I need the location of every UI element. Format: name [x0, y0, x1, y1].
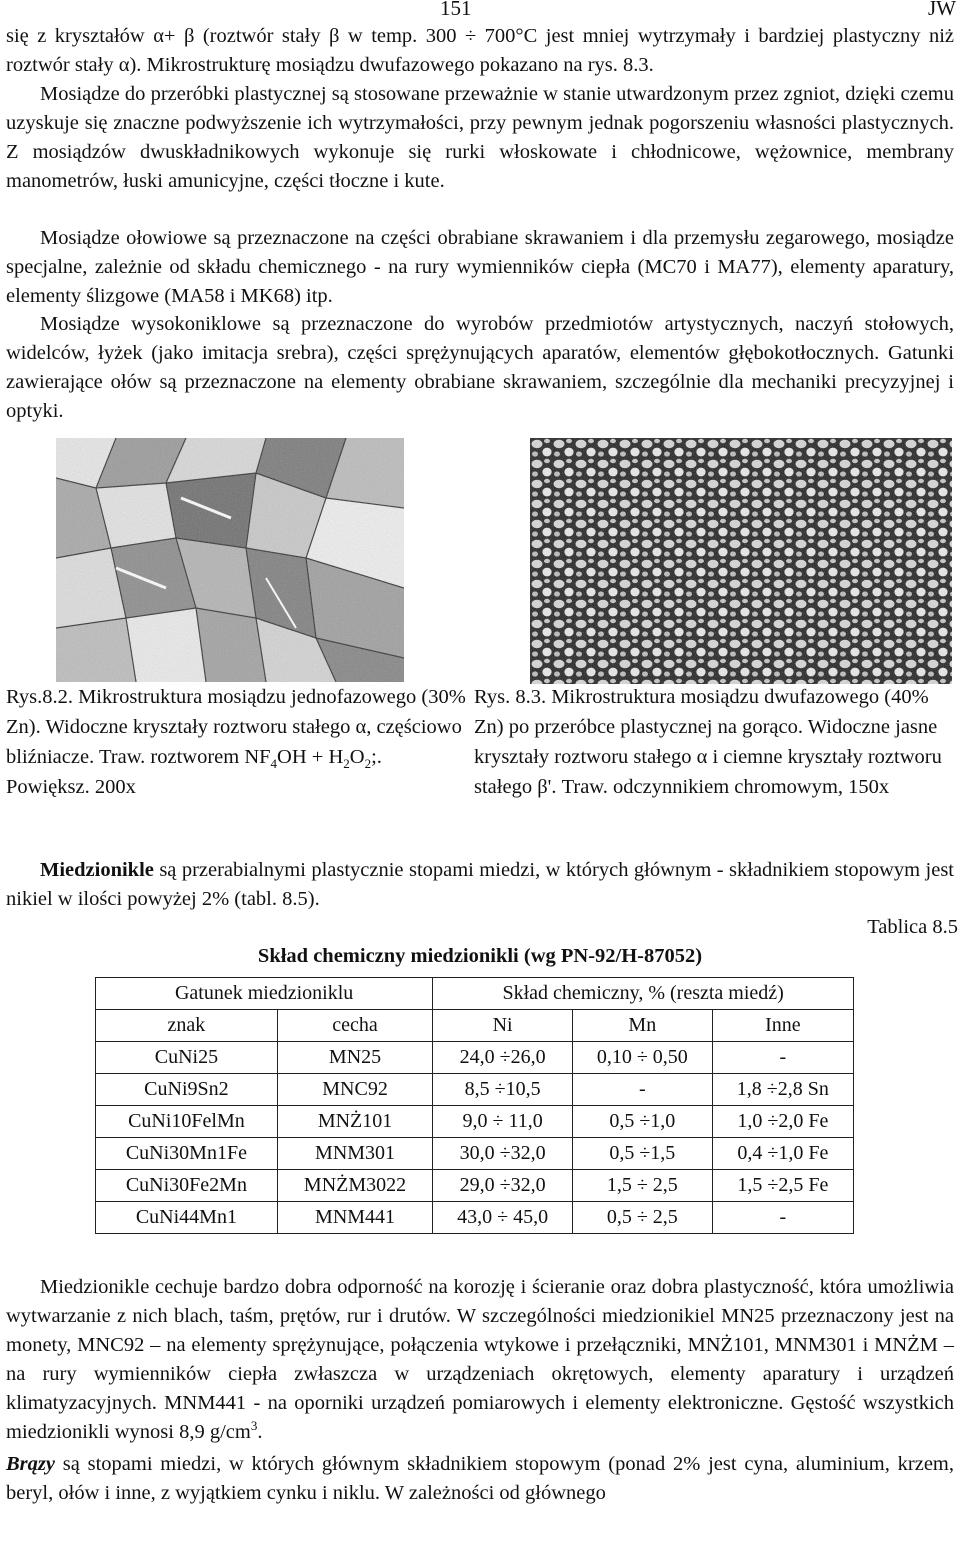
paragraph-2: Mosiądze do przeróbki plastycznej są stosowane przeważnie w stanie utwardzonym przez zgniot, dzięki czemu uzyskuje się znaczne podwyższenie ich wytrzymałości, przy pewnym jednak pogorszeniu własności plastycznych. Z mosiądzów dwuskładnikowych wykonuje się rurki włoskowate i chłodnicowe, wężownice, membrany manometrów, łuski amunicyjne, części tłoczne i kute. [6, 83, 954, 192]
paragraph-3: Mosiądze ołowiowe są przeznaczone na części obrabiane skrawaniem i dla przemysłu zegarowego, mosiądze specjalne, zależnie od składu chemicznego - na rury wymienników ciepła (MC70 i MA77), elementy aparatury, elementy ślizgowe (MA58 i MK68) itp. [6, 227, 954, 307]
cell-inne: - [712, 1042, 853, 1074]
cell-znak: CuNi44Mn1 [96, 1202, 278, 1234]
cell-ni: 30,0 ÷32,0 [433, 1138, 573, 1170]
cell-znak: CuNi30Mn1Fe [96, 1138, 278, 1170]
cell-ni: 43,0 ÷ 45,0 [433, 1202, 573, 1234]
caption-8-2-end: ;. Powiększ. 200x [6, 746, 382, 798]
cell-mn: - [572, 1074, 712, 1106]
paragraph-4: Mosiądze wysokoniklowe są przeznaczone do wyrobów przedmiotów artystycznych, naczyń stołowych, widelców, łyżek (jako imitacja srebra), części sprężynujących aparatów, elementów głębokotłocznych. Gatunki zawierające ołów są przeznaczone na elementy obrabiane skrawaniem, szczególnie dla mechaniki precyzyjnej i optyki. [6, 313, 954, 422]
cell-ni: 29,0 ÷32,0 [433, 1170, 573, 1202]
paragraph-properties-text: Miedzionikle cechuje bardzo dobra odporność na korozję i ścieranie oraz dobra plastyczność, która umożliwia wytwarzanie z nich blach, taśm, prętów, rur i drutów. W szczególności miedzionikiel MN25 przeznaczony jest na monety, MNC92 – na elementy sprężynujące, połączenia wtykowe i przełączniki, MNŻ101, MNM301 i MNŻM – na rury wymienników ciepła zwłaszcza w urządzeniach okrętowych, elementy aparatury i urządzeń klimatyzacyjnych. MNM441 - na oporniki urządzeń pomiarowych i elementy elektroniczne. Gęstość wszystkich miedzionikli wynosi 8,9 g/cm [6, 1276, 954, 1443]
cell-inne: - [712, 1202, 853, 1234]
cell-mn: 0,5 ÷1,5 [572, 1138, 712, 1170]
cell-znak: CuNi9Sn2 [96, 1074, 278, 1106]
cell-ni: 24,0 ÷26,0 [433, 1042, 573, 1074]
col-cecha: cecha [277, 1010, 432, 1042]
cell-znak: CuNi10FelMn [96, 1106, 278, 1138]
superscript-3: 3 [250, 1418, 258, 1434]
paragraph-properties-end: . [257, 1421, 263, 1443]
composition-table [95, 977, 854, 1234]
table-column-header-row [96, 1010, 854, 1042]
term-brazy: Brązy [6, 1453, 55, 1475]
page-number: 151 [440, 0, 472, 20]
table-group-header-row [96, 978, 854, 1010]
caption-8-2-sub-2b: 2 [364, 756, 372, 772]
micrograph-two-phase-brass [530, 438, 952, 684]
table-row [96, 1202, 854, 1234]
caption-8-2-start: Rys.8.2. Mikrostruktura mosiądzu jednofazowego (30% Zn). Widoczne kryształy roztworu stałego α, częściowo bliźniacze. Traw. roztworem NF [6, 686, 466, 768]
paragraph-miedzionikle [6, 856, 954, 914]
header-grade: Gatunek miedzioniklu [96, 978, 433, 1010]
cell-mn: 0,5 ÷ 2,5 [572, 1202, 712, 1234]
figure-8-2-caption [6, 682, 466, 802]
caption-8-2-sub-2a: 2 [343, 756, 350, 772]
paragraph-properties [6, 1273, 954, 1447]
cell-cecha: MN25 [277, 1042, 432, 1074]
cell-inne: 1,8 ÷2,8 Sn [712, 1074, 853, 1106]
header-composition: Skład chemiczny, % (reszta miedź) [433, 978, 854, 1010]
table-number: Tablica 8.5 [867, 916, 958, 938]
table-row [96, 1106, 854, 1138]
cell-inne: 1,0 ÷2,0 Fe [712, 1106, 853, 1138]
col-mn: Mn [572, 1010, 712, 1042]
cell-cecha: MNŻ101 [277, 1106, 432, 1138]
paragraph-miedzionikle-text: są przerabialnymi plastycznie stopami miedzi, w których głównym - składnikiem stopowym jest nikiel w ilości powyżej 2% (tabl. 8.5). [6, 859, 954, 910]
table-title: Skład chemiczny miedzionikli (wg PN-92/H-87052) [257, 945, 703, 967]
table-row [96, 1074, 854, 1106]
cell-cecha: MNM441 [277, 1202, 432, 1234]
cell-cecha: MNŻM3022 [277, 1170, 432, 1202]
col-ni: Ni [433, 1010, 573, 1042]
cell-ni: 9,0 ÷ 11,0 [433, 1106, 573, 1138]
cell-mn: 0,5 ÷1,0 [572, 1106, 712, 1138]
table-row [96, 1042, 854, 1074]
cell-mn: 1,5 ÷ 2,5 [572, 1170, 712, 1202]
caption-8-2-mid2: O [349, 746, 365, 768]
caption-8-2-mid: OH + H [277, 746, 344, 768]
col-znak: znak [96, 1010, 278, 1042]
cell-ni: 8,5 ÷10,5 [433, 1074, 573, 1106]
paragraph-brazy-text: są stopami miedzi, w których głównym składnikiem stopowym (ponad 2% jest cyna, aluminium, krzem, beryl, ołów i inne, z wyjątkiem cynku i niklu. W zależności od głównego [6, 1453, 954, 1504]
micrograph-single-phase-brass [56, 438, 404, 682]
cell-cecha: MNC92 [277, 1074, 432, 1106]
table-row [96, 1170, 854, 1202]
caption-8-2-sub-4: 4 [270, 756, 278, 772]
col-inne: Inne [712, 1010, 853, 1042]
cell-inne: 1,5 ÷2,5 Fe [712, 1170, 853, 1202]
cell-inne: 0,4 ÷1,0 Fe [712, 1138, 853, 1170]
cell-cecha: MNM301 [277, 1138, 432, 1170]
cell-znak: CuNi25 [96, 1042, 278, 1074]
table-row [96, 1138, 854, 1170]
cell-znak: CuNi30Fe2Mn [96, 1170, 278, 1202]
paragraph-brazy [6, 1450, 954, 1508]
corner-mark: JW [928, 0, 956, 20]
figure-8-3-caption: Rys. 8.3. Mikrostruktura mosiądzu dwufazowego (40% Zn) po przeróbce plastycznej na gorąco. Widoczne jasne kryształy roztworu stałego α i ciemne kryształy roztworu stałego β'. Traw. odczynnikiem chromowym, 150x [474, 686, 942, 798]
paragraph-1: się z kryształów α+ β (roztwór stały β w temp. 300 ÷ 700°C jest mniej wytrzymały i bardziej plastyczny niż roztwór stały α). Mikrostrukturę mosiądzu dwufazowego pokazano na rys. 8.3. [6, 25, 954, 76]
cell-mn: 0,10 ÷ 0,50 [572, 1042, 712, 1074]
term-miedzionikle: Miedzionikle [40, 859, 154, 881]
